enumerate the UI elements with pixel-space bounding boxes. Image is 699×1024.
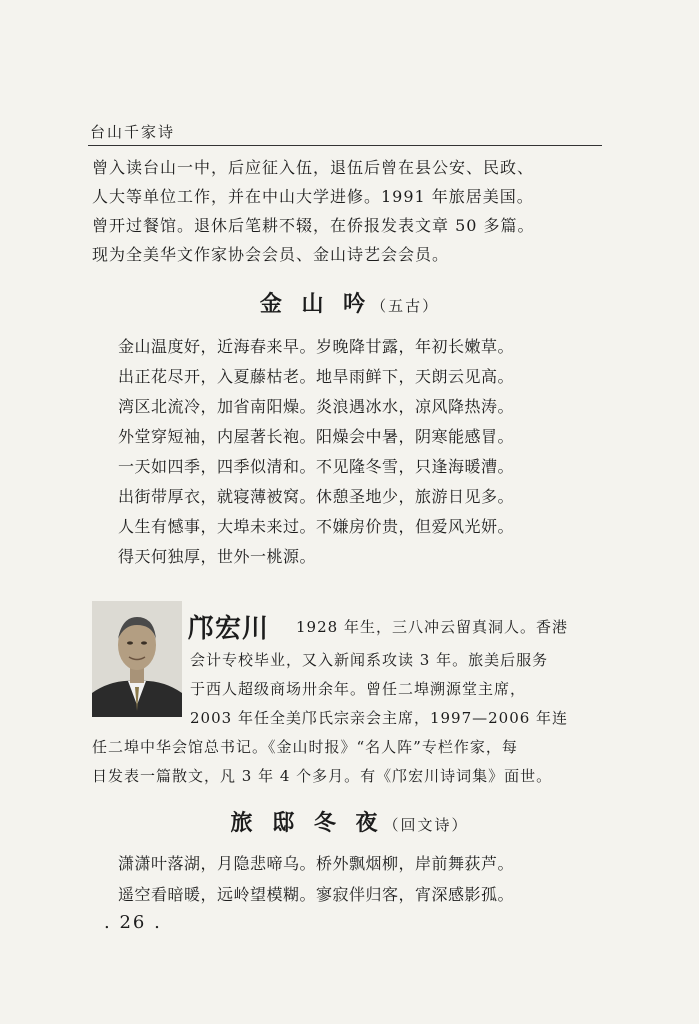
poem-title [0, 287, 699, 318]
header-rule [88, 145, 602, 146]
poem-subtitle: （五古） [371, 297, 440, 315]
page-number: . 26 . [104, 912, 162, 933]
poem-line: 一天如四季，四季似清和。不见隆冬雪，只逢海暖漕。 [118, 457, 515, 476]
bio-line: 于西人超级商场卅余年。曾任二埠溯源堂主席， [190, 680, 527, 698]
bio-line: 日发表一篇散文，凡 3 年 4 个多月。有《邝宏川诗词集》面世。 [92, 767, 553, 785]
poem-body [118, 848, 514, 910]
bio-line: 曾入读台山一中，后应征入伍，退伍后曾在县公安、民政、 [92, 158, 535, 177]
author-bio-first-line: 1928 年生，三八冲云留真洞人。香港 [296, 618, 568, 636]
poem-line: 出街带厚衣，就寝薄被窝。休憩圣地少，旅游日见多。 [118, 487, 515, 506]
poem-line: 湾区北流冷，加省南阳燥。炎浪遇冰水，凉风降热涛。 [118, 397, 515, 416]
poem-line: 出正花尽开，入夏藤枯老。地旱雨鲜下，天朗云见高。 [118, 367, 515, 386]
bio-line: 任二埠中华会馆总书记。《金山时报》“名人阵”专栏作家，每 [92, 738, 518, 756]
author-portrait [92, 601, 182, 717]
poem-title [0, 806, 699, 837]
portrait-image [92, 601, 182, 717]
poem-line: 得天何独厚，世外一桃源。 [118, 547, 317, 566]
bio-continuation [92, 153, 612, 269]
poem-line: 人生有憾事，大埠未来过。不嫌房价贵，但爱风光妍。 [118, 517, 515, 536]
bio-line: 曾开过餐馆。退休后笔耕不辍，在侨报发表文章 50 多篇。 [92, 216, 535, 235]
running-head: 台山千家诗 [90, 123, 176, 141]
poem-title-text: 金 山 吟 [259, 292, 372, 317]
poem-body [118, 332, 514, 572]
poem-line: 潇潇叶落湖，月隐悲啼乌。桥外飘烟柳，岸前舞荻芦。 [118, 854, 515, 873]
bio-line: 人大等单位工作，并在中山大学进修。1991 年旅居美国。 [92, 187, 534, 206]
bio-line: 会计专校毕业，又入新闻系攻读 3 年。旅美后服务 [190, 651, 549, 669]
bio-line: 现为全美华文作家协会会员、金山诗艺会会员。 [92, 245, 450, 264]
author-bio-full [92, 733, 552, 791]
poem-line: 遥空看暗暖，远岭望模糊。寥寂伴归客，宵深感影孤。 [118, 885, 515, 904]
poem-title-text: 旅 邸 冬 夜 [230, 811, 384, 836]
author-bio-indented [190, 646, 568, 733]
bio-line: 2003 年任全美邝氏宗亲会主席，1997—2006 年连 [190, 709, 569, 727]
author-name: 邝宏川 [188, 614, 270, 644]
poem-subtitle: （回文诗） [383, 816, 469, 834]
poem-line: 外堂穿短袖，内屋著长袍。阳燥会中暑，阴寒能感冒。 [118, 427, 515, 446]
poem-line: 金山温度好，近海春来早。岁晚降甘露，年初长嫩草。 [118, 337, 515, 356]
